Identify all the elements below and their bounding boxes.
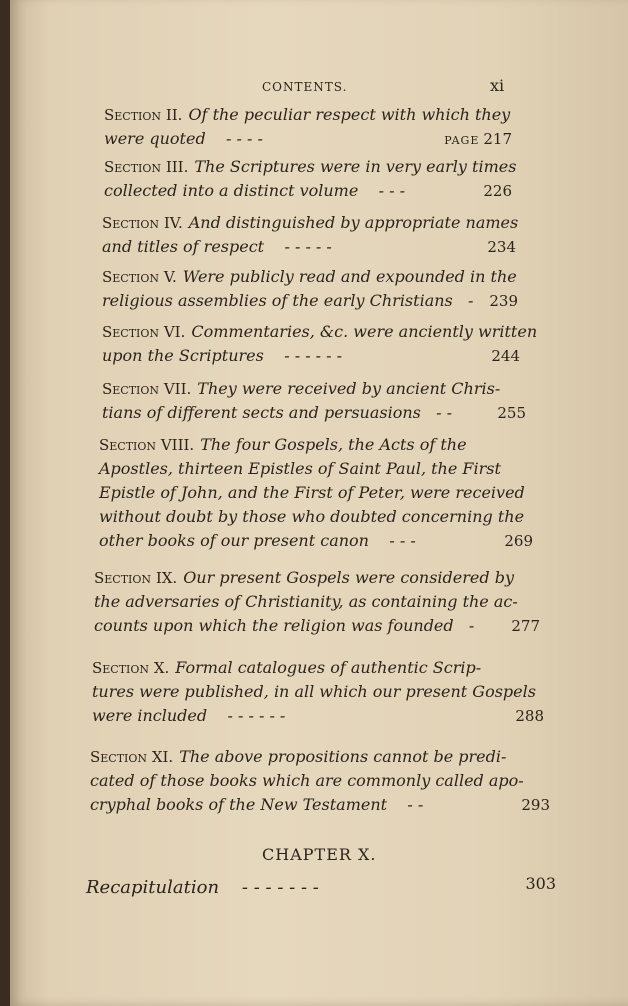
toc-entry-section-ii: Section II. Of the peculiar respect with which they were quoted - - - - PAGE 217: [104, 103, 512, 151]
toc-entry-section-vi: Section VI. Commentaries, &c. were anciently written upon the Scriptures - - - - - - 244: [102, 320, 520, 368]
toc-entry-section-ix: Section IX. Our present Gospels were considered by the adversaries of Christianity, as containing the ac- counts upon which the religion was founded - 277: [94, 566, 540, 638]
section-label: Section X.: [92, 659, 170, 677]
page-ref: 293: [521, 796, 550, 814]
toc-entry-section-iv: Section IV. And distinguished by appropriate names and titles of respect - - - - - 234: [102, 211, 516, 259]
page-ref: 234: [487, 238, 516, 256]
page-ref: PAGE 217: [444, 130, 512, 148]
toc-entry-section-x: Section X. Formal catalogues of authentic Scrip- tures were published, in all which our present Gospels were included - - - - - - 288: [92, 656, 544, 728]
section-label: Section VIII.: [99, 436, 195, 454]
toc-entry-section-xi: Section XI. The above propositions cannot be predi- cated of those books which are commonly called apo- cryphal books of the New Testament - - 293: [90, 745, 550, 817]
page-ref: 226: [483, 182, 512, 200]
page-ref: 255: [497, 404, 526, 422]
page-ref: 239: [489, 292, 518, 310]
toc-entry-section-viii: Section VIII. The four Gospels, the Acts of the Apostles, thirteen Epistles of Saint Paul, the First Epistle of John, and the First of Peter, were received without doubt by those who doubted concerning the other books of our present canon - - - 269: [99, 433, 533, 553]
toc-entry-recapitulation: Recapitulation - - - - - - - 303: [86, 874, 556, 898]
toc-entry-section-v: Section V. Were publicly read and expounded in the religious assemblies of the early Christians - 239: [102, 265, 518, 313]
toc-entry-section-iii: Section III. The Scriptures were in very early times collected into a distinct volume - - - 226: [104, 155, 512, 203]
section-label: Section VI.: [102, 323, 186, 341]
section-label: Section II.: [104, 106, 183, 124]
page-ref: 269: [504, 532, 533, 550]
section-label: Section XI.: [90, 748, 174, 766]
page-ref: 303: [525, 874, 556, 893]
running-title: CONTENTS.: [262, 80, 348, 94]
section-label: Section IV.: [102, 214, 183, 232]
recap-label: Recapitulation: [86, 877, 220, 898]
section-label: Section III.: [104, 158, 189, 176]
page-ref: 277: [511, 617, 540, 635]
page-ref: 288: [515, 707, 544, 725]
page-ref: 244: [491, 347, 520, 365]
chapter-heading: CHAPTER X.: [262, 845, 377, 864]
section-label: Section IX.: [94, 569, 178, 587]
section-label: Section V.: [102, 268, 177, 286]
toc-entry-section-vii: Section VII. They were received by ancient Chris- tians of different sects and persuasions - - 255: [102, 377, 526, 425]
section-label: Section VII.: [102, 380, 192, 398]
page-number: xi: [490, 76, 505, 95]
